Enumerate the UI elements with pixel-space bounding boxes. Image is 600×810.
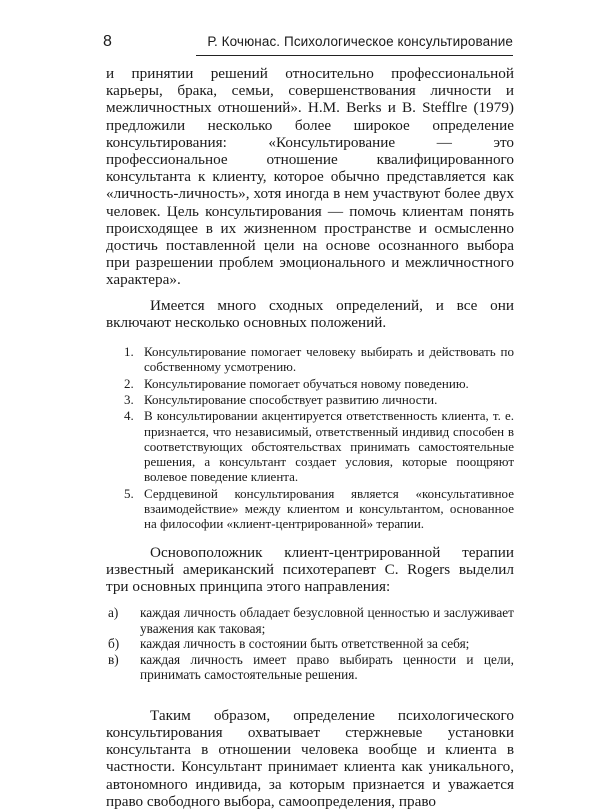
running-head: Р. Кочюнас. Психологическое консультирование	[207, 34, 513, 49]
list-item	[124, 344, 514, 375]
paragraph-3: Основоположник клиент-центрированной терапии известный американский психотерапевт C. Rogers выделил три основных принципа этого направления:	[106, 543, 514, 596]
list-marker: 1.	[124, 344, 134, 360]
list-marker: 3.	[124, 391, 134, 407]
header-rule	[196, 55, 513, 56]
list-item	[124, 375, 514, 391]
list-item-text: каждая личность в состоянии быть ответственной за себя;	[140, 636, 470, 652]
list-item	[108, 651, 514, 683]
paragraph-2: Имеется много сходных определений, и все они включают несколько основных положений.	[106, 296, 514, 331]
list-marker: 2.	[124, 375, 134, 391]
list-marker: в)	[108, 651, 119, 667]
list-item-text: Сердцевиной консультирования является «консультативное взаимодействие» между клиентом и консультантом, основанное на философии «клиент-центрированной» терапии.	[144, 485, 514, 532]
list-marker: 4.	[124, 408, 134, 424]
list-item	[124, 485, 514, 532]
list-item	[124, 391, 514, 407]
list-marker: 5.	[124, 485, 134, 501]
list-item-text: Консультирование помогает человеку выбирать и действовать по собственному усмотрению.	[144, 344, 514, 375]
list-item-text: Консультирование помогает обучаться новому поведению.	[144, 375, 469, 391]
list-marker: а)	[108, 605, 119, 621]
list-item-text: каждая личность обладает безусловной ценностью и заслуживает уважения как таковая;	[140, 605, 514, 636]
list-item	[124, 408, 514, 485]
list-item-text: Консультирование способствует развитию личности.	[144, 391, 438, 407]
paragraph-1: и принятии решений относительно профессиональной карьеры, брака, семьи, совершенствования личности и межличностных отношений». H.M. Berks и B. Stefflre (1979) предложили несколько более широкое определение консультирования: «Консультирование — это профессиональное отношение квалифицированного консультанта к клиенту, которое обычно представляется как «личность-личность», хотя иногда в нем участвуют более двух человек. Цель консультирования — помочь клиентам понять происходящее в их жизненном пространстве и осмысленно достичь поставленной цели на основе осознанного выбора при разрешении проблем эмоционального и межличностного характера».	[106, 65, 514, 289]
page-number: 8	[103, 33, 112, 50]
list-item	[108, 605, 514, 636]
body-text	[106, 65, 514, 810]
paragraph-4: Таким образом, определение психологического консультирования охватывает стержневые установки консультанта в отношении человека вообще и клиента в частности. Консультант принимает клиента как уникального, автономного индивида, за которым признается и уважается право свободного выбора, самоопределения, право	[106, 706, 514, 810]
list-marker: б)	[108, 636, 120, 652]
numbered-list	[106, 344, 514, 532]
page-header	[103, 33, 513, 53]
lettered-list	[106, 605, 514, 683]
list-item	[108, 636, 514, 652]
list-item-text: В консультировании акцентируется ответственность клиента, т. е. признается, что независимый, ответственный индивид способен в соответствующих обстоятельствах принимать самостоятельные решения, а консультант создает условия, которые поощряют волевое поведение клиента.	[144, 408, 514, 485]
list-item-text: каждая личность имеет право выбирать ценности и цели, принимать самостоятельные решения.	[140, 651, 514, 683]
